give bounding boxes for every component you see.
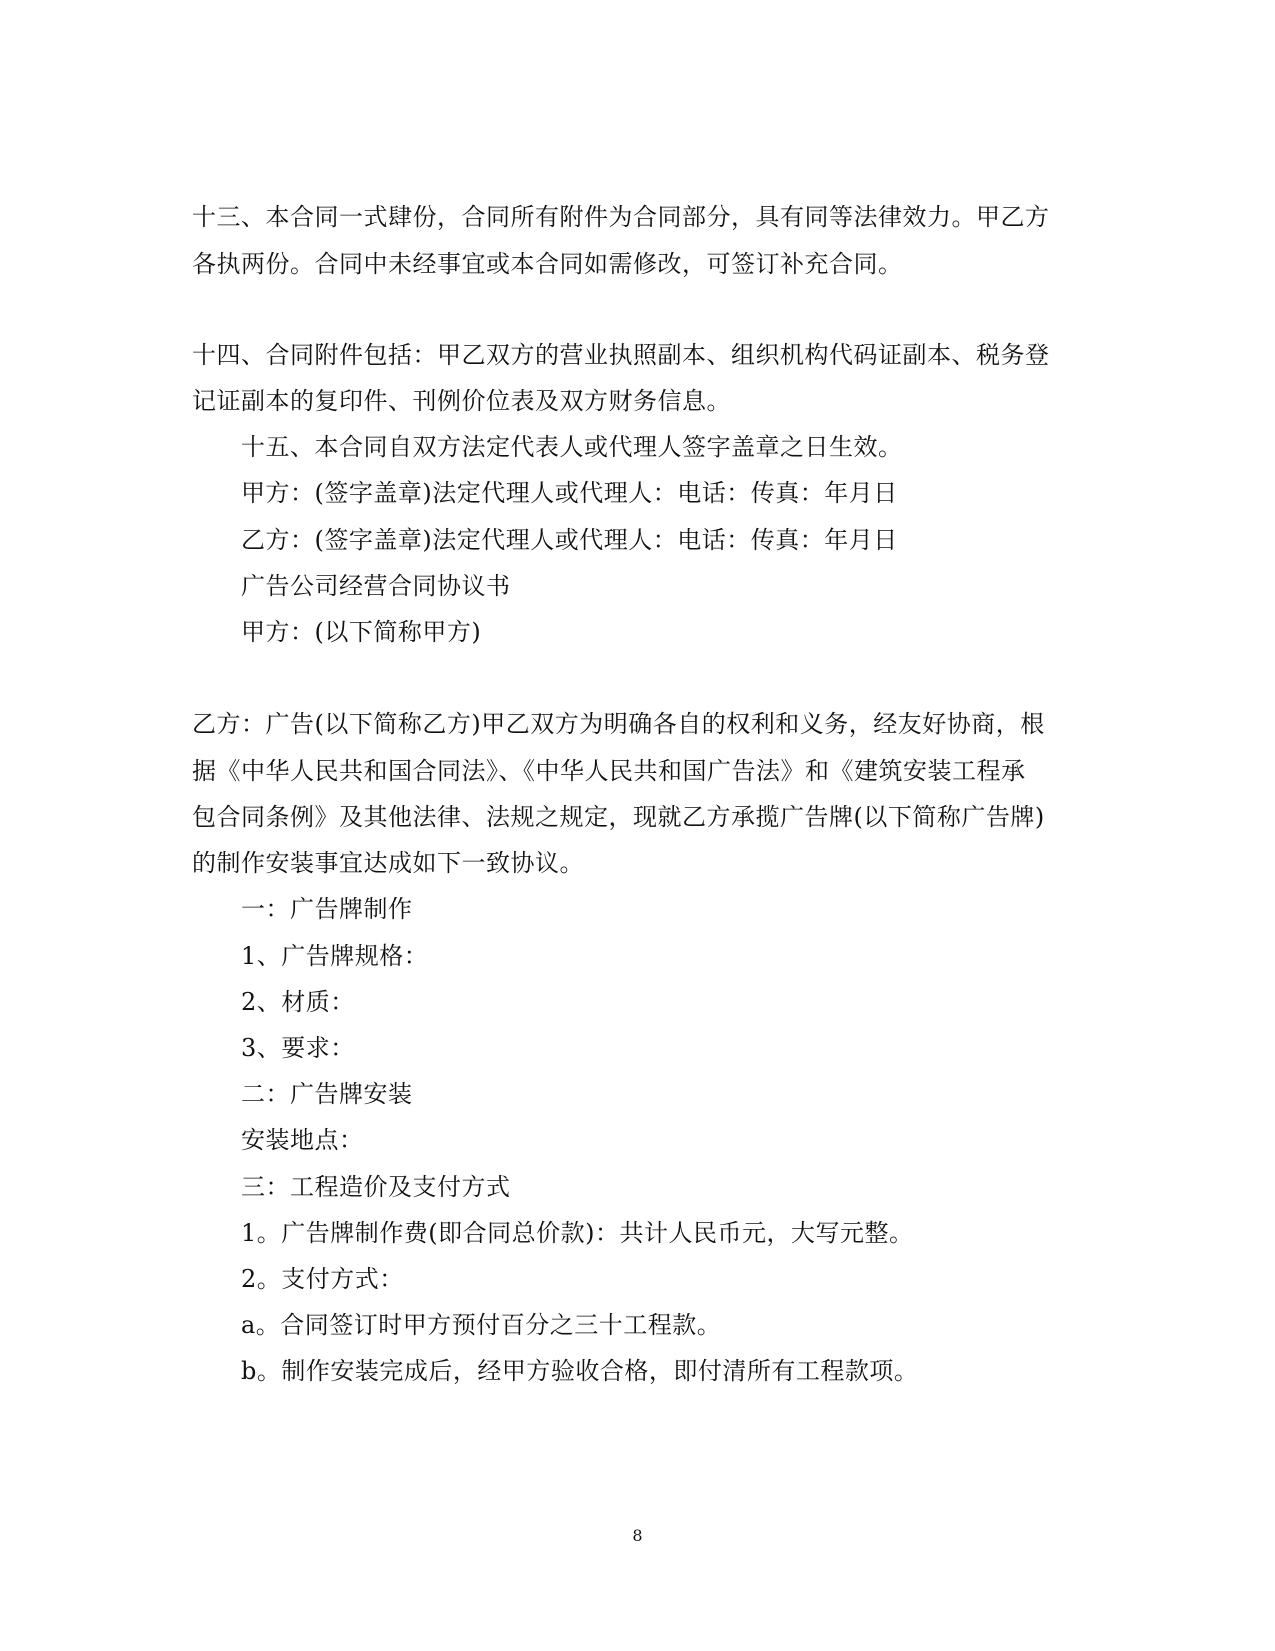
section-3-item-b: b。制作安装完成后，经甲方验收合格，即付清所有工程款项。 xyxy=(241,1357,919,1385)
party-b-signature: 乙方：(签字盖章)法定代理人或代理人：电话：传真：年月日 xyxy=(241,526,898,554)
section-2-location: 安装地点： xyxy=(241,1126,364,1154)
section-3-item-a: a。合同签订时甲方预付百分之三十工程款。 xyxy=(241,1311,722,1339)
agreement-title: 广告公司经营合同协议书 xyxy=(241,572,511,600)
intro-paragraph-line-3: 包合同条例》及其他法律、法规之规定，现就乙方承揽广告牌(以下简称广告牌) xyxy=(192,803,1045,831)
section-1-item-3: 3、要求： xyxy=(241,1034,355,1062)
party-a-signature: 甲方：(签字盖章)法定代理人或代理人：电话：传真：年月日 xyxy=(241,479,898,507)
intro-paragraph-line-4: 的制作安装事宜达成如下一致协议。 xyxy=(192,849,584,877)
clause-14-line-2: 记证副本的复印件、刊例价位表及双方财务信息。 xyxy=(192,387,731,415)
clause-13-line-2: 各执两份。合同中未经事宜或本合同如需修改，可签订补充合同。 xyxy=(192,250,903,278)
intro-paragraph-line-1: 乙方：广告(以下简称乙方)甲乙双方为明确各自的权利和义务，经友好协商，根 xyxy=(192,710,1045,738)
section-1-heading: 一：广告牌制作 xyxy=(241,895,413,923)
section-1-item-1: 1、广告牌规格： xyxy=(241,942,429,970)
section-3-heading: 三：工程造价及支付方式 xyxy=(241,1173,511,1201)
section-1-item-2: 2、材质： xyxy=(241,988,355,1016)
intro-paragraph-line-2: 据《中华人民共和国合同法》、《中华人民共和国广告法》和《建筑安装工程承 xyxy=(192,757,1026,785)
clause-15: 十五、本合同自双方法定代表人或代理人签字盖章之日生效。 xyxy=(241,433,903,461)
section-3-item-2: 2。支付方式： xyxy=(241,1265,404,1293)
section-2-heading: 二：广告牌安装 xyxy=(241,1080,413,1108)
clause-13-line-1: 十三、本合同一式肆份，合同所有附件为合同部分，具有同等法律效力。甲乙方 xyxy=(192,203,1050,231)
page-number: 8 xyxy=(632,1526,643,1545)
clause-14-line-1: 十四、合同附件包括：甲乙双方的营业执照副本、组织机构代码证副本、税务登 xyxy=(192,341,1050,369)
party-a-line: 甲方：(以下简称甲方) xyxy=(241,618,482,646)
section-3-item-1: 1。广告牌制作费(即合同总价款)：共计人民币元，大写元整。 xyxy=(241,1219,914,1247)
